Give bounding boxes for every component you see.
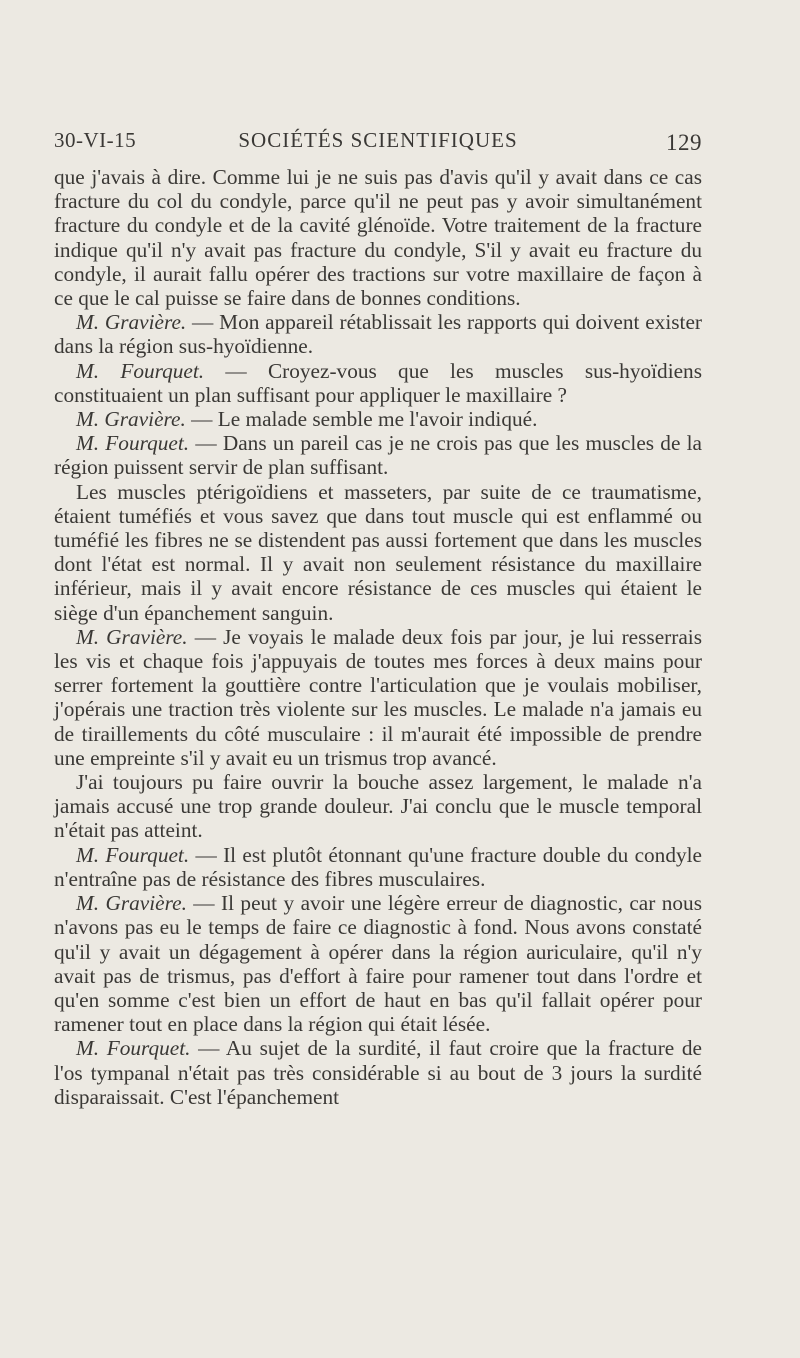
paragraph: [54, 770, 702, 843]
paragraph-text: — Au sujet de la surdité, il faut croire que la fracture de l'os tympanal n'était pas très considérable si au bout de 3 jours la surdité disparaissait. C'est l'épanchement: [54, 1036, 702, 1109]
paragraph: [54, 1036, 702, 1109]
paragraph-text: — Il est plutôt étonnant qu'une fracture double du condyle n'entraîne pas de résistance des fibres musculaires.: [54, 842, 702, 891]
paragraph: [54, 843, 702, 891]
header-title: SOCIÉTÉS SCIENTIFIQUES: [238, 128, 518, 152]
paragraph-text: que j'avais à dire. Comme lui je ne suis pas d'avis qu'il y avait dans ce cas fracture du col du condyle, parce qu'il ne peut pas y avoir simultanément fracture du condyle et de la cavité glénoïde. Votre traitement de la fracture indique qu'il n'y avait pas fracture du condyle, S'il y avait eu fracture du condyle, il aurait fallu opérer des tractions sur votre maxillaire de façon à ce que le cal puisse se faire dans de bonnes conditions.: [54, 165, 702, 311]
speaker-name: M. Fourquet.: [76, 842, 190, 867]
paragraph: [54, 359, 702, 407]
page-number: 129: [666, 130, 702, 155]
paragraph-text: Les muscles ptérigoïdiens et masseters, par suite de ce traumatisme, étaient tuméfiés et vous savez que dans tout muscle qui est enflammé ou tuméfié les fibres ne se distendent pas aussi fortement que dans les muscles dont l'état est normal. Il y avait non seulement résistance du maxillaire inférieur, mais il y avait encore résistance de ces muscles qui étaient le siège d'un épanchement sanguin.: [54, 479, 702, 625]
paragraph-text: — Il peut y avoir une légère erreur de diagnostic, car nous n'avons pas eu le temps de faire ce diagnostic à fond. Nous avons constaté qu'il y avait un dégagement à opérer dans la région auriculaire, qu'il n'y avait pas de trismus, pas d'effort à faire pour ramener tout dans l'ordre et qu'en somme c'est bien un effort de haut en bas qu'il fallait opérer pour ramener tout en place dans la région qui était lésée.: [54, 891, 702, 1037]
paragraph-text: — Dans un pareil cas je ne crois pas que les muscles de la région puissent servir de plan suffisant.: [54, 431, 702, 480]
paragraph: [54, 480, 702, 625]
paragraph: [54, 431, 702, 479]
paragraph: [54, 310, 702, 358]
speaker-name: M. Gravière.: [76, 624, 188, 649]
running-head: [54, 128, 702, 158]
paragraph: [54, 165, 702, 310]
body-text: [54, 165, 702, 1109]
speaker-name: M. Fourquet.: [76, 431, 190, 456]
paragraph-text: — Je voyais le malade deux fois par jour, je lui resserrais les vis et chaque fois j'appuyais de toutes mes forces à deux mains pour serrer fortement la gouttière contre l'articulation que je voulais mobiliser, j'opérais une traction très violente sur les muscles. Le malade n'a jamais eu de tiraillements du côté musculaire : il m'aurait été impossible de prendre une empreinte s'il y avait eu un trismus trop avancé.: [54, 624, 702, 770]
speaker-name: M. Fourquet.: [76, 358, 205, 383]
header-date: 30-VI-15: [54, 128, 137, 152]
speaker-name: M. Gravière.: [76, 407, 186, 432]
paragraph-text: J'ai toujours pu faire ouvrir la bouche assez largement, le malade n'a jamais accusé une trop grande douleur. J'ai conclu que le muscle temporal n'était pas atteint.: [54, 770, 702, 843]
speaker-name: M. Gravière.: [76, 891, 187, 916]
speaker-name: M. Gravière.: [76, 310, 187, 335]
paragraph-text: — Croyez-vous que les muscles sus-hyoïdiens constituaient un plan suffisant pour appliquer le maxillaire ?: [54, 358, 702, 407]
paragraph: [54, 891, 702, 1036]
paragraph-text: — Mon appareil rétablissait les rapports qui doivent exister dans la région sus-hyoïdienne.: [54, 310, 702, 359]
paragraph: [54, 407, 702, 431]
paragraph-text: — Le malade semble me l'avoir indiqué.: [185, 407, 538, 432]
paragraph: [54, 625, 702, 770]
speaker-name: M. Fourquet.: [76, 1036, 191, 1061]
